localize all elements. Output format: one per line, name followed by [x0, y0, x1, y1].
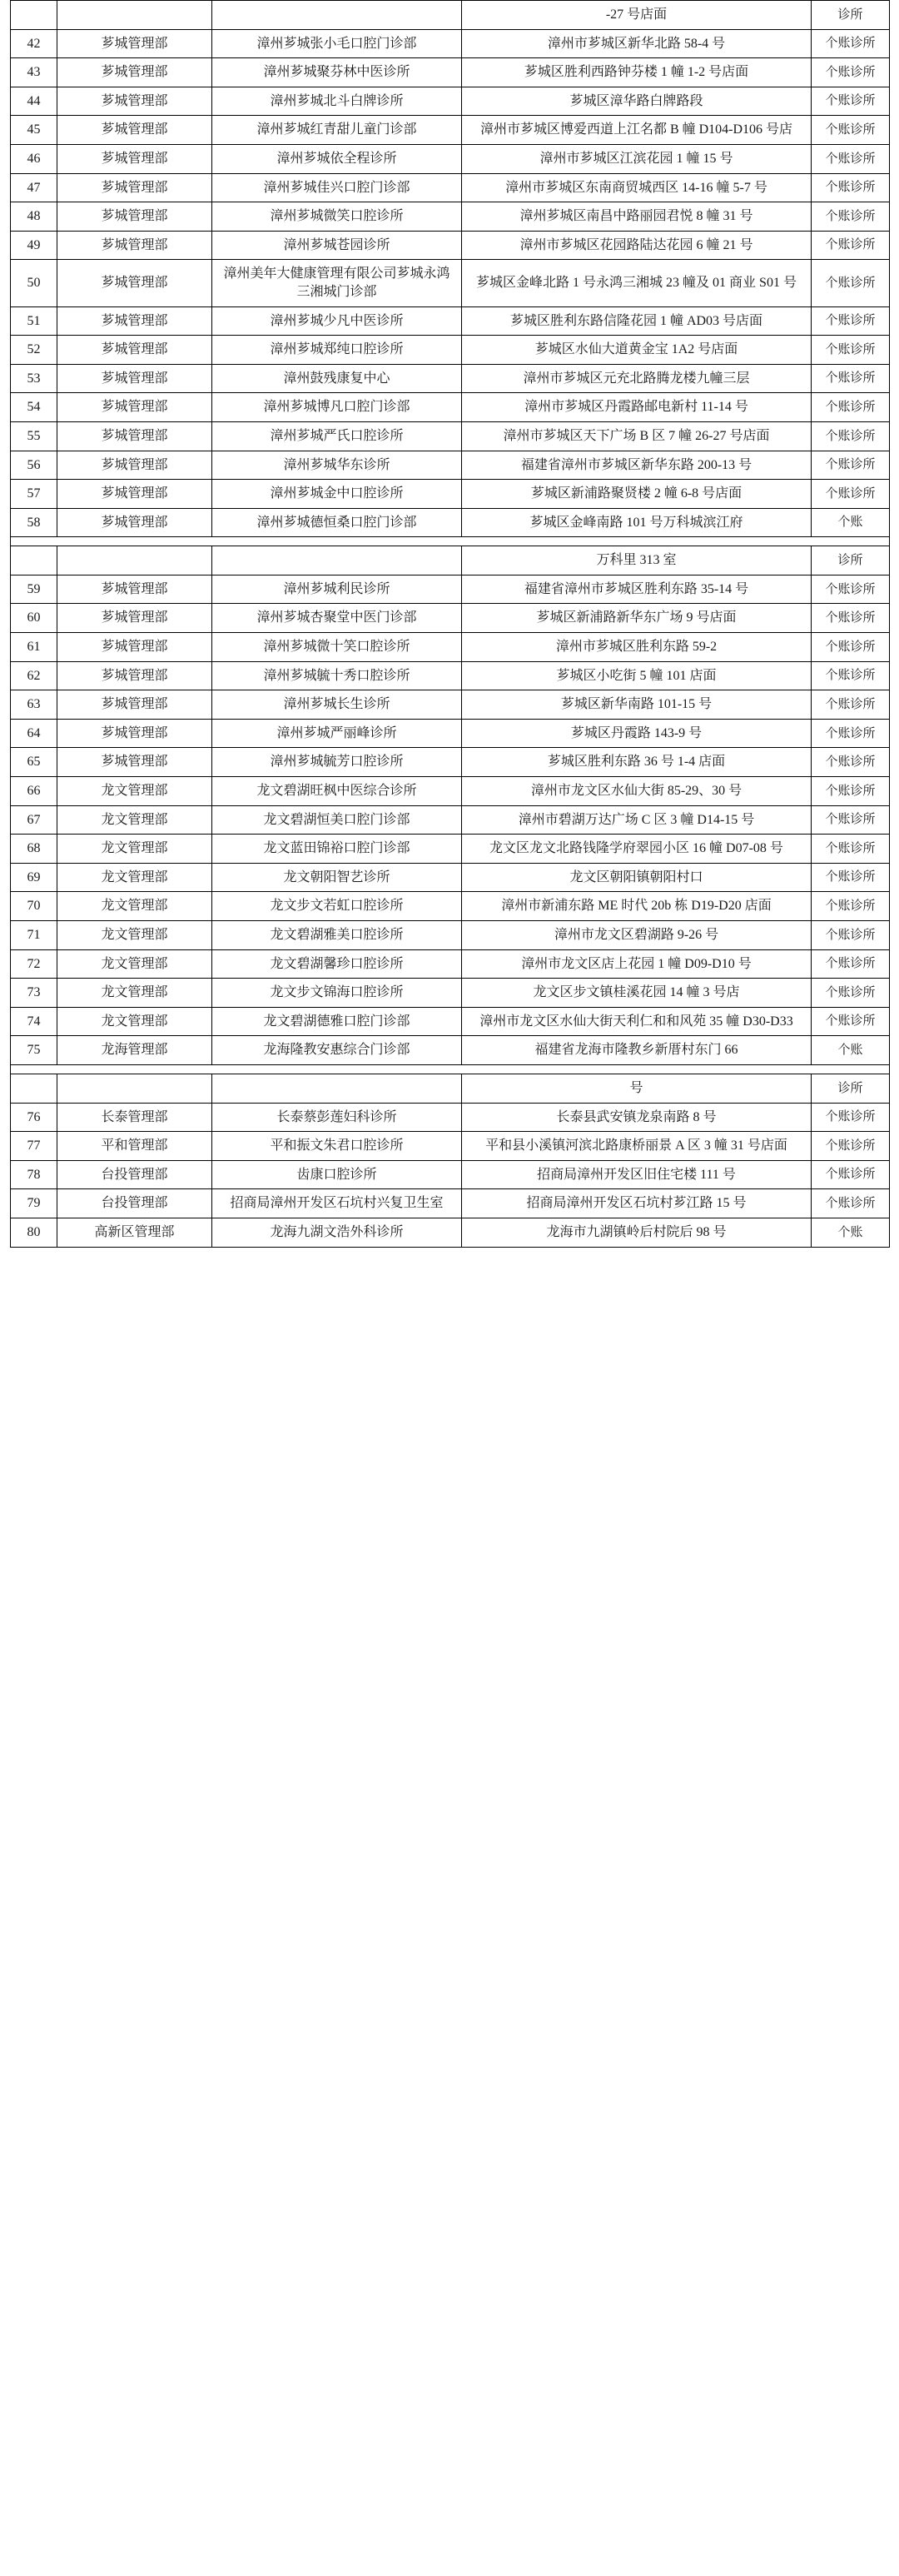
row-type-cell: 个账诊所 [812, 306, 890, 336]
row-address-cell: 平和县小溪镇河滨北路康桥丽景 A 区 3 幢 31 号店面 [462, 1132, 812, 1161]
row-index-cell: 45 [11, 116, 57, 145]
row-department-cell: 龙文管理部 [57, 777, 212, 806]
row-institution-name-cell: 漳州芗城德恒桑口腔门诊部 [212, 508, 462, 537]
row-index-cell: 66 [11, 777, 57, 806]
row-institution-name-cell: 龙文蓝田锦裕口腔门诊部 [212, 835, 462, 864]
row-index-cell: 46 [11, 144, 57, 173]
table-row [11, 393, 890, 422]
row-department-cell: 龙文管理部 [57, 892, 212, 921]
row-address-cell: 龙海市九湖镇岭后村院后 98 号 [462, 1218, 812, 1247]
row-institution-name-cell: 漳州芗城金中口腔诊所 [212, 480, 462, 509]
row-type-cell: 个账诊所 [812, 1007, 890, 1036]
table-row [11, 202, 890, 232]
row-type-cell: 个账 [812, 1036, 890, 1065]
row-index-cell: 70 [11, 892, 57, 921]
row-index-cell: 53 [11, 364, 57, 393]
row-index-cell: 69 [11, 863, 57, 892]
row-index-cell: 43 [11, 58, 57, 87]
row-address-cell: 芗城区胜利西路钟芬楼 1 幢 1-2 号店面 [462, 58, 812, 87]
row-index-cell [11, 1074, 57, 1103]
table-row [11, 633, 890, 662]
row-index-cell: 79 [11, 1189, 57, 1218]
row-type-cell: 个账诊所 [812, 748, 890, 777]
row-department-cell: 台投管理部 [57, 1160, 212, 1189]
table-row [11, 260, 890, 306]
table-row [11, 87, 890, 116]
table-row [11, 336, 890, 365]
row-index-cell: 44 [11, 87, 57, 116]
row-institution-name-cell: 漳州芗城红青甜儿童门诊部 [212, 116, 462, 145]
row-type-cell: 个账诊所 [812, 116, 890, 145]
row-index-cell [11, 546, 57, 575]
row-department-cell: 龙文管理部 [57, 835, 212, 864]
row-department-cell: 芗城管理部 [57, 144, 212, 173]
table-row [11, 892, 890, 921]
row-institution-name-cell: 漳州芗城张小毛口腔门诊部 [212, 29, 462, 58]
row-address-cell: 万科里 313 室 [462, 546, 812, 575]
row-index-cell: 63 [11, 690, 57, 720]
row-address-cell: 漳州市新浦东路 ME 时代 20b 栋 D19-D20 店面 [462, 892, 812, 921]
row-address-cell: 漳州市芗城区花园路陆达花园 6 幢 21 号 [462, 231, 812, 260]
row-department-cell: 芗城管理部 [57, 719, 212, 748]
row-address-cell: 龙文区龙文北路钱隆学府翠园小区 16 幢 D07-08 号 [462, 835, 812, 864]
row-department-cell: 芗城管理部 [57, 690, 212, 720]
row-index-cell: 75 [11, 1036, 57, 1065]
row-type-cell: 个账诊所 [812, 805, 890, 835]
table-row [11, 29, 890, 58]
table-row [11, 805, 890, 835]
row-institution-name-cell: 漳州芗城严丽峰诊所 [212, 719, 462, 748]
row-department-cell: 芗城管理部 [57, 29, 212, 58]
row-institution-name-cell: 漳州芗城毓十秀口腔诊所 [212, 661, 462, 690]
row-department-cell: 龙海管理部 [57, 1036, 212, 1065]
row-index-cell: 57 [11, 480, 57, 509]
row-type-cell: 个账诊所 [812, 1160, 890, 1189]
row-department-cell: 芗城管理部 [57, 364, 212, 393]
table-row [11, 1103, 890, 1132]
table-row [11, 1189, 890, 1218]
table-row [11, 173, 890, 202]
row-department-cell: 平和管理部 [57, 1132, 212, 1161]
row-address-cell: 福建省龙海市隆教乡新厝村东门 66 [462, 1036, 812, 1065]
row-type-cell: 个账诊所 [812, 661, 890, 690]
row-department-cell: 龙文管理部 [57, 1007, 212, 1036]
row-institution-name-cell: 漳州芗城长生诊所 [212, 690, 462, 720]
row-institution-name-cell: 漳州芗城北斗白牌诊所 [212, 87, 462, 116]
row-institution-name-cell: 龙海九湖文浩外科诊所 [212, 1218, 462, 1247]
row-address-cell: 漳州市龙文区店上花园 1 幢 D09-D10 号 [462, 949, 812, 979]
row-index-cell: 74 [11, 1007, 57, 1036]
row-address-cell: 漳州市芗城区博爱西道上江名都 B 幢 D104-D106 号店 [462, 116, 812, 145]
row-type-cell: 个账诊所 [812, 575, 890, 604]
row-department-cell: 芗城管理部 [57, 451, 212, 480]
row-department-cell: 龙文管理部 [57, 805, 212, 835]
row-institution-name-cell: 漳州芗城郑纯口腔诊所 [212, 336, 462, 365]
row-department-cell: 芗城管理部 [57, 116, 212, 145]
row-type-cell: 个账诊所 [812, 260, 890, 306]
row-index-cell: 71 [11, 921, 57, 950]
row-address-cell: 福建省漳州市芗城区胜利东路 35-14 号 [462, 575, 812, 604]
row-institution-name-cell: 漳州芗城博凡口腔门诊部 [212, 393, 462, 422]
row-index-cell: 42 [11, 29, 57, 58]
row-department-cell: 芗城管理部 [57, 575, 212, 604]
row-department-cell: 芗城管理部 [57, 336, 212, 365]
row-index-cell: 65 [11, 748, 57, 777]
row-institution-name-cell: 漳州鼓残康复中心 [212, 364, 462, 393]
row-address-cell: 漳州市碧湖万达广场 C 区 3 幢 D14-15 号 [462, 805, 812, 835]
row-department-cell: 台投管理部 [57, 1189, 212, 1218]
row-department-cell: 龙文管理部 [57, 949, 212, 979]
row-institution-name-cell: 龙文步文若虹口腔诊所 [212, 892, 462, 921]
table-row [11, 58, 890, 87]
row-address-cell: 长泰县武安镇龙泉南路 8 号 [462, 1103, 812, 1132]
row-institution-name-cell: 漳州芗城微笑口腔诊所 [212, 202, 462, 232]
row-department-cell [57, 546, 212, 575]
row-institution-name-cell: 长泰蔡彭莲妇科诊所 [212, 1103, 462, 1132]
row-department-cell [57, 1, 212, 30]
row-address-cell: 芗城区金峰南路 101 号万科城滨江府 [462, 508, 812, 537]
row-type-cell: 个账诊所 [812, 480, 890, 509]
row-address-cell: 漳州市芗城区丹霞路邮电新村 11-14 号 [462, 393, 812, 422]
table-spacer-cell [11, 1064, 890, 1074]
row-type-cell: 个账诊所 [812, 690, 890, 720]
row-index-cell: 67 [11, 805, 57, 835]
row-institution-name-cell: 漳州美年大健康管理有限公司芗城永鸿三湘城门诊部 [212, 260, 462, 306]
row-index-cell: 64 [11, 719, 57, 748]
row-index-cell: 56 [11, 451, 57, 480]
row-institution-name-cell: 齿康口腔诊所 [212, 1160, 462, 1189]
row-address-cell: 漳州芗城区南昌中路丽园君悦 8 幢 31 号 [462, 202, 812, 232]
row-department-cell: 芗城管理部 [57, 633, 212, 662]
row-index-cell: 60 [11, 604, 57, 633]
row-type-cell: 个账诊所 [812, 29, 890, 58]
row-institution-name-cell: 漳州芗城严氏口腔诊所 [212, 421, 462, 451]
row-institution-name-cell: 平和振文朱君口腔诊所 [212, 1132, 462, 1161]
row-institution-name-cell: 龙文碧湖德雅口腔门诊部 [212, 1007, 462, 1036]
table-spacer-row [11, 537, 890, 546]
table-row [11, 604, 890, 633]
row-institution-name-cell: 漳州芗城微十笑口腔诊所 [212, 633, 462, 662]
row-department-cell: 龙文管理部 [57, 979, 212, 1008]
row-address-cell: 芗城区新华南路 101-15 号 [462, 690, 812, 720]
row-type-cell: 个账诊所 [812, 949, 890, 979]
table-row [11, 508, 890, 537]
row-address-cell: 福建省漳州市芗城区新华东路 200-13 号 [462, 451, 812, 480]
row-institution-name-cell: 龙文碧湖恒美口腔门诊部 [212, 805, 462, 835]
row-institution-name-cell: 龙文碧湖旺枫中医综合诊所 [212, 777, 462, 806]
row-department-cell [57, 1074, 212, 1103]
row-address-cell: 芗城区水仙大道黄金宝 1A2 号店面 [462, 336, 812, 365]
row-index-cell: 62 [11, 661, 57, 690]
row-department-cell: 芗城管理部 [57, 748, 212, 777]
row-department-cell: 芗城管理部 [57, 231, 212, 260]
row-type-cell: 诊所 [812, 546, 890, 575]
row-institution-name-cell: 漳州芗城杏聚堂中医门诊部 [212, 604, 462, 633]
row-index-cell: 51 [11, 306, 57, 336]
row-type-cell: 个账诊所 [812, 1103, 890, 1132]
row-address-cell: 芗城区胜利东路信隆花园 1 幢 AD03 号店面 [462, 306, 812, 336]
table-row [11, 1160, 890, 1189]
row-type-cell: 个账诊所 [812, 1132, 890, 1161]
medical-institutions-table [10, 0, 890, 1248]
row-address-cell: -27 号店面 [462, 1, 812, 30]
row-department-cell: 芗城管理部 [57, 393, 212, 422]
row-address-cell: 漳州市龙文区水仙大街天利仁和和风苑 35 幢 D30-D33 [462, 1007, 812, 1036]
row-index-cell: 48 [11, 202, 57, 232]
table-row [11, 921, 890, 950]
row-address-cell: 招商局漳州开发区石坑村芗江路 15 号 [462, 1189, 812, 1218]
row-address-cell: 芗城区丹霞路 143-9 号 [462, 719, 812, 748]
table-row [11, 835, 890, 864]
row-department-cell: 芗城管理部 [57, 604, 212, 633]
table-row [11, 1007, 890, 1036]
row-address-cell: 芗城区胜利东路 36 号 1-4 店面 [462, 748, 812, 777]
row-address-cell: 号 [462, 1074, 812, 1103]
row-type-cell: 个账诊所 [812, 604, 890, 633]
row-institution-name-cell: 龙文碧湖馨珍口腔诊所 [212, 949, 462, 979]
table-row [11, 144, 890, 173]
row-index-cell [11, 1, 57, 30]
row-type-cell: 个账诊所 [812, 921, 890, 950]
row-type-cell: 诊所 [812, 1, 890, 30]
table-row [11, 690, 890, 720]
table-row [11, 116, 890, 145]
row-department-cell: 芗城管理部 [57, 661, 212, 690]
row-index-cell: 72 [11, 949, 57, 979]
row-institution-name-cell: 漳州芗城聚芬林中医诊所 [212, 58, 462, 87]
table-body [11, 1, 890, 1248]
row-institution-name-cell: 漳州芗城少凡中医诊所 [212, 306, 462, 336]
row-index-cell: 77 [11, 1132, 57, 1161]
row-institution-name-cell: 龙海隆教安惠综合门诊部 [212, 1036, 462, 1065]
row-index-cell: 55 [11, 421, 57, 451]
table-row [11, 719, 890, 748]
row-type-cell: 个账诊所 [812, 863, 890, 892]
table-row [11, 546, 890, 575]
row-address-cell: 芗城区金峰北路 1 号永鸿三湘城 23 幢及 01 商业 S01 号 [462, 260, 812, 306]
row-department-cell: 芗城管理部 [57, 508, 212, 537]
row-type-cell: 个账诊所 [812, 173, 890, 202]
row-type-cell: 个账诊所 [812, 451, 890, 480]
row-address-cell: 漳州市龙文区碧湖路 9-26 号 [462, 921, 812, 950]
row-institution-name-cell: 龙文碧湖雅美口腔诊所 [212, 921, 462, 950]
row-index-cell: 52 [11, 336, 57, 365]
row-department-cell: 芗城管理部 [57, 421, 212, 451]
row-institution-name-cell: 龙文步文锦海口腔诊所 [212, 979, 462, 1008]
row-address-cell: 龙文区步文镇桂溪花园 14 幢 3 号店 [462, 979, 812, 1008]
row-department-cell: 芗城管理部 [57, 202, 212, 232]
row-institution-name-cell: 漳州芗城利民诊所 [212, 575, 462, 604]
table-row [11, 949, 890, 979]
row-type-cell: 个账诊所 [812, 633, 890, 662]
row-index-cell: 49 [11, 231, 57, 260]
table-row [11, 451, 890, 480]
table-row [11, 306, 890, 336]
row-department-cell: 龙文管理部 [57, 863, 212, 892]
row-index-cell: 68 [11, 835, 57, 864]
row-address-cell: 漳州市芗城区元充北路腾龙楼九幢三层 [462, 364, 812, 393]
row-institution-name-cell: 龙文朝阳智艺诊所 [212, 863, 462, 892]
row-institution-name-cell [212, 546, 462, 575]
row-index-cell: 80 [11, 1218, 57, 1247]
row-department-cell: 长泰管理部 [57, 1103, 212, 1132]
row-type-cell: 个账诊所 [812, 835, 890, 864]
row-institution-name-cell [212, 1074, 462, 1103]
row-type-cell: 个账诊所 [812, 336, 890, 365]
row-department-cell: 芗城管理部 [57, 306, 212, 336]
table-row [11, 575, 890, 604]
row-type-cell: 个账诊所 [812, 421, 890, 451]
row-index-cell: 61 [11, 633, 57, 662]
row-type-cell: 个账诊所 [812, 231, 890, 260]
row-address-cell: 漳州市芗城区天下广场 B 区 7 幢 26-27 号店面 [462, 421, 812, 451]
row-address-cell: 芗城区新浦路新华东广场 9 号店面 [462, 604, 812, 633]
table-spacer-row [11, 1064, 890, 1074]
row-index-cell: 54 [11, 393, 57, 422]
row-institution-name-cell: 漳州芗城毓芳口腔诊所 [212, 748, 462, 777]
row-index-cell: 76 [11, 1103, 57, 1132]
row-department-cell: 芗城管理部 [57, 87, 212, 116]
row-index-cell: 58 [11, 508, 57, 537]
row-type-cell: 个账诊所 [812, 58, 890, 87]
row-type-cell: 个账诊所 [812, 719, 890, 748]
table-row [11, 231, 890, 260]
table-row [11, 421, 890, 451]
table-row [11, 1074, 890, 1103]
row-index-cell: 50 [11, 260, 57, 306]
row-type-cell: 个账诊所 [812, 393, 890, 422]
row-department-cell: 芗城管理部 [57, 173, 212, 202]
table-row [11, 1, 890, 30]
row-index-cell: 73 [11, 979, 57, 1008]
row-address-cell: 招商局漳州开发区旧住宅楼 111 号 [462, 1160, 812, 1189]
row-index-cell: 78 [11, 1160, 57, 1189]
row-address-cell: 漳州市芗城区江滨花园 1 幢 15 号 [462, 144, 812, 173]
table-row [11, 863, 890, 892]
table-row [11, 364, 890, 393]
table-row [11, 748, 890, 777]
table-row [11, 1132, 890, 1161]
row-address-cell: 龙文区朝阳镇朝阳村口 [462, 863, 812, 892]
row-index-cell: 47 [11, 173, 57, 202]
row-type-cell: 个账 [812, 1218, 890, 1247]
row-type-cell: 诊所 [812, 1074, 890, 1103]
table-row [11, 661, 890, 690]
row-address-cell: 漳州市芗城区胜利东路 59-2 [462, 633, 812, 662]
row-address-cell: 芗城区小吃街 5 幢 101 店面 [462, 661, 812, 690]
row-address-cell: 芗城区漳华路白牌路段 [462, 87, 812, 116]
table-spacer-cell [11, 537, 890, 546]
row-type-cell: 个账诊所 [812, 144, 890, 173]
row-type-cell: 个账诊所 [812, 1189, 890, 1218]
row-type-cell: 个账诊所 [812, 364, 890, 393]
document-sheet [0, 0, 899, 1248]
row-address-cell: 漳州市芗城区东南商贸城西区 14-16 幢 5-7 号 [462, 173, 812, 202]
row-institution-name-cell: 招商局漳州开发区石坑村兴复卫生室 [212, 1189, 462, 1218]
table-row [11, 1036, 890, 1065]
row-type-cell: 个账诊所 [812, 892, 890, 921]
row-type-cell: 个账诊所 [812, 777, 890, 806]
row-address-cell: 芗城区新浦路聚贤楼 2 幢 6-8 号店面 [462, 480, 812, 509]
row-institution-name-cell: 漳州芗城华东诊所 [212, 451, 462, 480]
table-row [11, 777, 890, 806]
row-institution-name-cell [212, 1, 462, 30]
table-row [11, 480, 890, 509]
row-index-cell: 59 [11, 575, 57, 604]
table-row [11, 979, 890, 1008]
table-row [11, 1218, 890, 1247]
row-department-cell: 高新区管理部 [57, 1218, 212, 1247]
row-type-cell: 个账诊所 [812, 87, 890, 116]
row-department-cell: 龙文管理部 [57, 921, 212, 950]
row-department-cell: 芗城管理部 [57, 260, 212, 306]
row-institution-name-cell: 漳州芗城苍园诊所 [212, 231, 462, 260]
row-institution-name-cell: 漳州芗城佳兴口腔门诊部 [212, 173, 462, 202]
row-institution-name-cell: 漳州芗城依全程诊所 [212, 144, 462, 173]
row-address-cell: 漳州市芗城区新华北路 58-4 号 [462, 29, 812, 58]
row-type-cell: 个账诊所 [812, 202, 890, 232]
row-type-cell: 个账诊所 [812, 979, 890, 1008]
row-department-cell: 芗城管理部 [57, 58, 212, 87]
row-type-cell: 个账 [812, 508, 890, 537]
row-department-cell: 芗城管理部 [57, 480, 212, 509]
row-address-cell: 漳州市龙文区水仙大街 85-29、30 号 [462, 777, 812, 806]
